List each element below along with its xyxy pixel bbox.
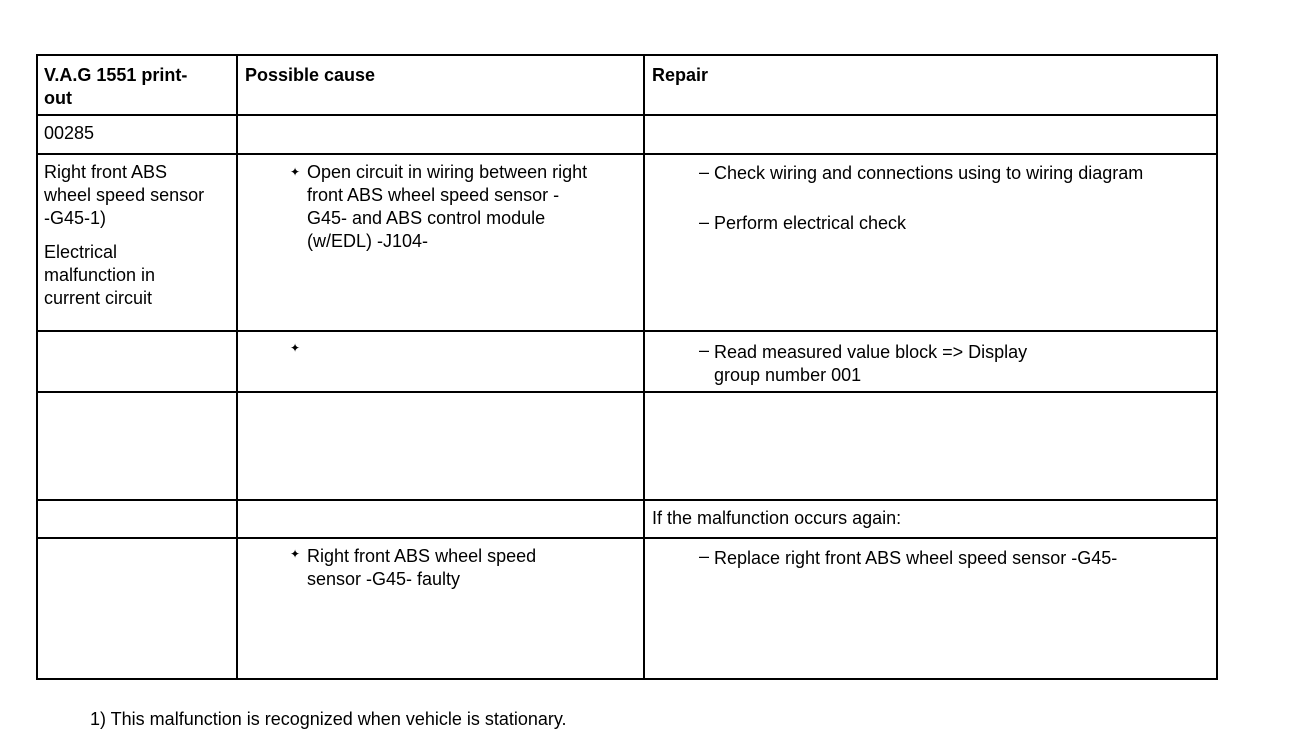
dash-icon: – — [699, 340, 710, 360]
fault-desc-line: current circuit — [44, 288, 153, 308]
repair-if-again: If the malfunction occurs again: — [652, 508, 902, 528]
table-row-divider — [36, 153, 1218, 155]
dash-icon: – — [699, 212, 710, 232]
cause-line: sensor -G45- faulty — [307, 569, 461, 589]
repair-read-measured-value — [714, 341, 1027, 387]
table-row-divider — [36, 330, 1218, 332]
repair-line: group number 001 — [714, 365, 862, 385]
possible-cause-open-circuit — [307, 161, 637, 253]
footnote: 1) This malfunction is recognized when vehicle is stationary. — [90, 709, 567, 729]
fault-desc-line: malfunction in — [44, 265, 156, 285]
fault-line: -G45-1) — [44, 208, 107, 228]
dash-icon: – — [699, 162, 710, 182]
header-possible-cause: Possible cause — [245, 65, 376, 85]
table-border-bottom — [36, 678, 1218, 680]
cause-line: G45- and ABS control module — [307, 208, 546, 228]
table-border-right — [1216, 54, 1218, 680]
fault-desc-line: Electrical — [44, 242, 118, 262]
bullet-icon: ✦ — [290, 165, 301, 179]
dash-icon: – — [699, 546, 710, 566]
repair-replace-sensor: Replace right front ABS wheel speed sensor -G45- — [714, 548, 1118, 568]
table-row-divider — [36, 537, 1218, 539]
table-col-divider — [643, 54, 645, 680]
fault-code: 00285 — [44, 123, 95, 143]
cause-line: Open circuit in wiring between right — [307, 162, 588, 182]
repair-line: Read measured value block => Display — [714, 342, 1028, 362]
table-row-divider — [36, 499, 1218, 501]
table-row-divider — [36, 114, 1218, 116]
cause-line: (w/EDL) -J104- — [307, 231, 429, 251]
table-border-left — [36, 54, 38, 680]
repair-check-wiring: Check wiring and connections using to wiring diagram — [714, 163, 1144, 183]
fault-line: wheel speed sensor — [44, 185, 205, 205]
cause-line: Right front ABS wheel speed — [307, 546, 537, 566]
table-row-divider — [36, 391, 1218, 393]
possible-cause-sensor-faulty — [307, 545, 637, 591]
bullet-icon: ✦ — [290, 341, 301, 355]
fault-line: Right front ABS — [44, 162, 168, 182]
fault-description — [44, 161, 234, 310]
table-border-top — [36, 54, 1218, 56]
header-repair: Repair — [652, 65, 709, 85]
repair-electrical-check: Perform electrical check — [714, 213, 907, 233]
header-printout: V.A.G 1551 print- out — [44, 65, 188, 108]
table-col-divider — [236, 54, 238, 680]
bullet-icon: ✦ — [290, 547, 301, 561]
cause-line: front ABS wheel speed sensor - — [307, 185, 560, 205]
